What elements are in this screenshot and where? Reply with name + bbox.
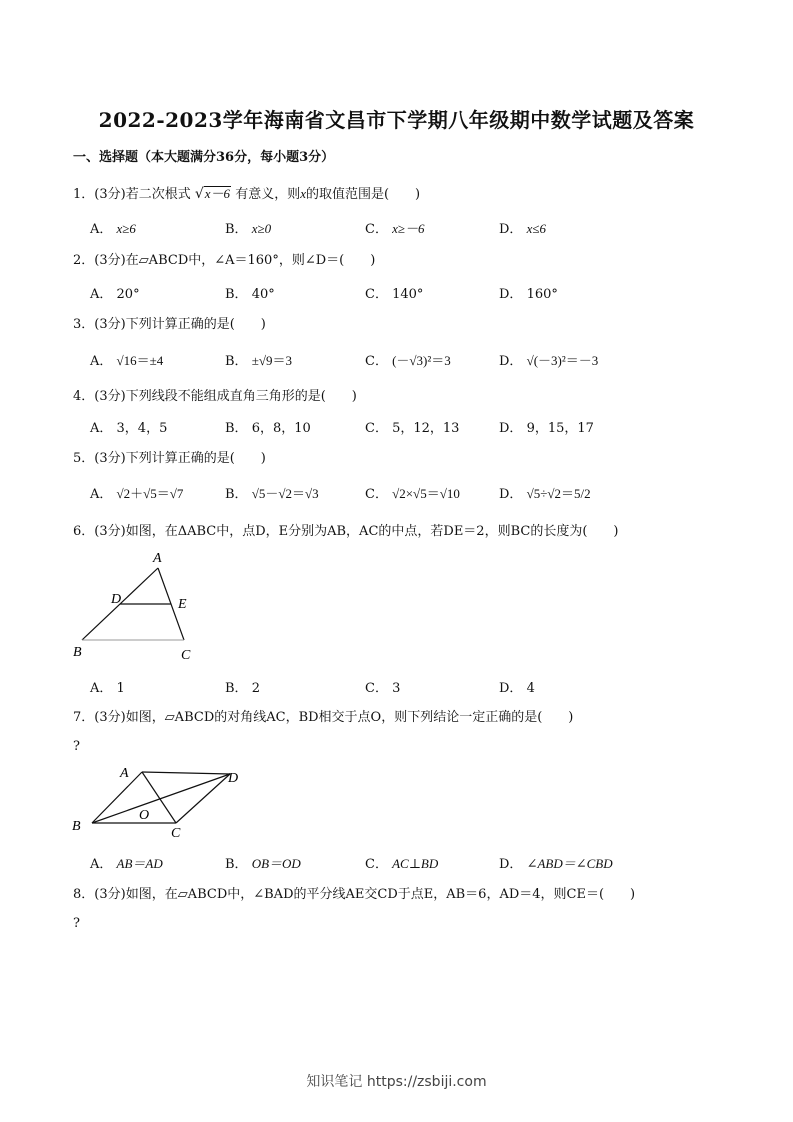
q5-text: 下列计算正确的是( ) bbox=[125, 451, 266, 466]
q3-option-b[interactable]: B． ±√9＝3 bbox=[225, 353, 292, 369]
question-6: 6．(3分)如图，在ΔABC中，点D，E分别为AB，AC的中点，若DE＝2，则BC的长度为( ) bbox=[73, 524, 619, 539]
q6-label-a: A bbox=[153, 551, 162, 566]
question-1 bbox=[73, 183, 420, 202]
q1-option-b[interactable]: B． x≥0 bbox=[225, 221, 272, 237]
q6-label-c: C bbox=[181, 648, 191, 663]
q6-label-b: B bbox=[73, 645, 82, 660]
q7-parallelogram-figure bbox=[65, 760, 250, 840]
q6-triangle-figure bbox=[65, 548, 205, 663]
q2-option-c[interactable]: C． 140° bbox=[365, 287, 424, 302]
question-7: 7．(3分)如图，▱ABCD的对角线AC，BD相交于点O，则下列结论一定正确的是( ) bbox=[73, 710, 574, 725]
q7-edge-cd bbox=[176, 774, 230, 823]
q3-option-d[interactable]: D． √(－3)²＝－3 bbox=[499, 353, 599, 369]
q2-option-b[interactable]: B． 40° bbox=[225, 287, 275, 302]
q4-text: 下列线段不能组成直角三角形的是( ) bbox=[125, 389, 357, 404]
q3-option-c[interactable]: C． (－√3)²＝3 bbox=[365, 353, 451, 369]
question-2: 2．(3分)在▱ABCD中，∠A＝160°，则∠D＝( ) bbox=[73, 253, 376, 268]
section-heading: 一、选择题（本大题满分36分，每小题3分） bbox=[73, 150, 335, 165]
q7-label-o: O bbox=[139, 808, 150, 823]
q7-edge-ad bbox=[142, 772, 230, 774]
q4-option-d[interactable]: D． 9，15，17 bbox=[499, 421, 594, 436]
q7-option-b[interactable]: B． OB＝OD bbox=[225, 856, 301, 872]
q1-option-a[interactable]: A． x≥6 bbox=[90, 221, 136, 237]
page-title: 2022-2023学年海南省文昌市下学期八年级期中数学试题及答案 bbox=[98, 108, 695, 132]
q6-text: 如图，在ΔABC中，点D，E分别为AB，AC的中点，若DE＝2，则BC的长度为( ) bbox=[125, 524, 619, 539]
q7-label-c: C bbox=[171, 826, 181, 840]
q7-option-a[interactable]: A． AB＝AD bbox=[90, 856, 163, 872]
q6-option-b[interactable]: B． 2 bbox=[225, 681, 260, 696]
q1-option-d[interactable]: D． x≤6 bbox=[499, 221, 546, 237]
question-8: 8．(3分)如图，在▱ABCD中，∠BAD的平分线AE交CD于点E，AB＝6，AD＝4，则CE＝( ) bbox=[73, 887, 636, 902]
q1-radical: √x－6 bbox=[194, 186, 231, 202]
q6-option-d[interactable]: D． 4 bbox=[499, 681, 535, 696]
question-3: 3．(3分)下列计算正确的是( ) bbox=[73, 317, 266, 332]
q1-number: 1．(3分) bbox=[73, 187, 126, 202]
q1-text2: 有意义，则 bbox=[235, 187, 301, 202]
q7-diagonal-bd bbox=[92, 774, 230, 823]
q4-option-b[interactable]: B． 6，8，10 bbox=[225, 421, 311, 436]
q5-option-a[interactable]: A． √2＋√5＝√7 bbox=[90, 486, 184, 502]
q7-option-c[interactable]: C． AC⊥BD bbox=[365, 856, 439, 872]
q7-option-d[interactable]: D． ∠ABD＝∠CBD bbox=[499, 856, 613, 872]
q8-mark: ? bbox=[73, 916, 80, 931]
q1-text3: 的取值范围是( ) bbox=[305, 187, 421, 202]
q7-text: 如图，▱ABCD的对角线AC，BD相交于点O，则下列结论一定正确的是( ) bbox=[125, 710, 574, 725]
q6-label-d: D bbox=[111, 592, 122, 607]
q1-text: 若二次根式 bbox=[125, 187, 191, 202]
question-5: 5．(3分)下列计算正确的是( ) bbox=[73, 451, 266, 466]
q8-text: 如图，在▱ABCD中，∠BAD的平分线AE交CD于点E，AB＝6，AD＝4，则CE＝( ) bbox=[125, 887, 636, 902]
q3-option-a[interactable]: A． √16＝±4 bbox=[90, 353, 164, 369]
q2-option-a[interactable]: A． 20° bbox=[90, 287, 140, 302]
q7-label-b: B bbox=[72, 819, 81, 834]
question-4: 4．(3分)下列线段不能组成直角三角形的是( ) bbox=[73, 389, 357, 404]
q7-label-d: D bbox=[228, 771, 239, 786]
q4-option-a[interactable]: A． 3，4，5 bbox=[90, 421, 168, 436]
q7-mark: ? bbox=[73, 739, 80, 754]
q3-text: 下列计算正确的是( ) bbox=[125, 317, 266, 332]
q1-radicand: x－6 bbox=[204, 186, 231, 201]
footer-watermark: 知识笔记 https://zsbiji.com bbox=[306, 1074, 487, 1090]
q6-option-c[interactable]: C． 3 bbox=[365, 681, 401, 696]
q4-option-c[interactable]: C． 5，12，13 bbox=[365, 421, 460, 436]
q1-var: x bbox=[300, 186, 306, 201]
q5-option-b[interactable]: B． √5－√2＝√3 bbox=[225, 486, 319, 502]
q2-text: 在▱ABCD中，∠A＝160°，则∠D＝( ) bbox=[125, 253, 376, 268]
q7-edge-ab bbox=[92, 772, 142, 823]
q1-option-c[interactable]: C． x≥－6 bbox=[365, 221, 425, 237]
q7-label-a: A bbox=[120, 766, 129, 781]
q5-option-c[interactable]: C． √2×√5＝√10 bbox=[365, 486, 460, 502]
q5-option-d[interactable]: D． √5÷√2＝5/2 bbox=[499, 486, 591, 502]
q6-label-e: E bbox=[178, 597, 187, 612]
q6-option-a[interactable]: A． 1 bbox=[90, 681, 125, 696]
q2-option-d[interactable]: D． 160° bbox=[499, 287, 558, 302]
